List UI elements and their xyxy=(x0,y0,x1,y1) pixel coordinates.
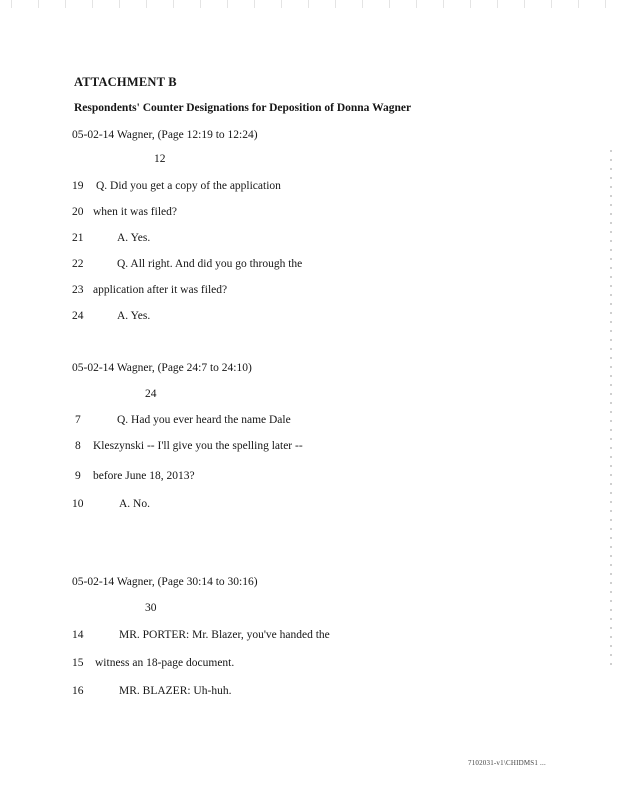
transcript-line: application after it was filed? xyxy=(93,284,228,296)
transcript-line: Kleszynski -- I'll give you the spelling later -- xyxy=(93,440,303,452)
transcript-line: Q. Had you ever heard the name Dale xyxy=(117,414,291,426)
transcript-page-number: 30 xyxy=(145,602,157,614)
attachment-title: ATTACHMENT B xyxy=(74,75,177,89)
document-id-footer: 7102031-v1\CHIDMS1 ... xyxy=(468,759,546,767)
line-number: 23 xyxy=(72,284,84,296)
line-number: 15 xyxy=(72,657,84,669)
transcript-page-number: 24 xyxy=(145,388,157,400)
transcript-page-number: 12 xyxy=(154,153,166,165)
line-number: 8 xyxy=(75,440,81,452)
line-number: 20 xyxy=(72,206,84,218)
section-citation: 05-02-14 Wagner, (Page 30:14 to 30:16) xyxy=(72,576,258,588)
line-number: 14 xyxy=(72,629,84,641)
line-number: 16 xyxy=(72,685,84,697)
scan-artifact xyxy=(0,0,619,8)
transcript-line: when it was filed? xyxy=(93,206,177,218)
transcript-line: before June 18, 2013? xyxy=(93,470,195,482)
scan-edge-marks xyxy=(610,150,612,670)
attachment-subtitle: Respondents' Counter Designations for Deposition of Donna Wagner xyxy=(74,102,412,114)
transcript-line: A. Yes. xyxy=(117,310,151,322)
transcript-line: A. No. xyxy=(119,498,150,510)
line-number: 24 xyxy=(72,310,84,322)
transcript-line: A. Yes. xyxy=(117,232,151,244)
transcript-line: MR. PORTER: Mr. Blazer, you've handed the xyxy=(119,629,330,641)
transcript-line: Q. All right. And did you go through the xyxy=(117,258,303,270)
section-citation: 05-02-14 Wagner, (Page 12:19 to 12:24) xyxy=(72,129,258,141)
line-number: 22 xyxy=(72,258,84,270)
line-number: 10 xyxy=(72,498,84,510)
transcript-line: Q. Did you get a copy of the application xyxy=(96,180,281,192)
transcript-line: witness an 18-page document. xyxy=(95,657,235,669)
transcript-line: MR. BLAZER: Uh-huh. xyxy=(119,685,232,697)
line-number: 7 xyxy=(75,414,81,426)
line-number: 19 xyxy=(72,180,84,192)
section-citation: 05-02-14 Wagner, (Page 24:7 to 24:10) xyxy=(72,362,252,374)
line-number: 9 xyxy=(75,470,81,482)
line-number: 21 xyxy=(72,232,84,244)
